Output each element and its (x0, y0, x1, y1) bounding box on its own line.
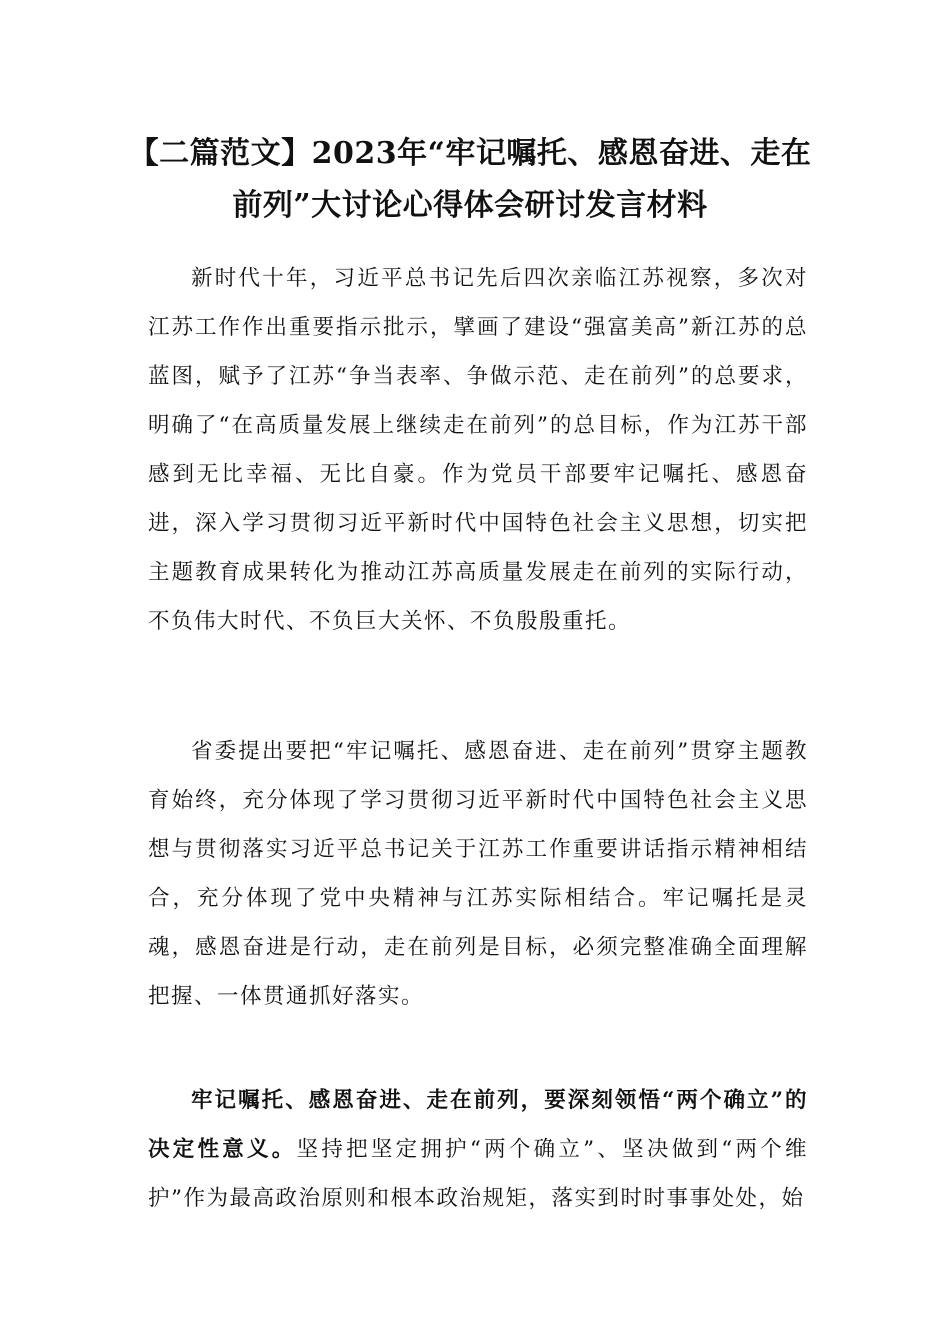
document-title (120, 128, 820, 232)
title-line-2: 前列”大讨论心得体会研讨发言材料 (232, 188, 708, 223)
paragraph-2 (148, 727, 808, 1021)
paragraph-1-text: 新时代十年，习近平总书记先后四次亲临江苏视察，多次对江苏工作作出重要指示批示，擘画了建设“强富美高”新江苏的总蓝图，赋予了江苏“争当表率、争做示范、走在前列”的总要求，明确了“在高质量发展上继续走在前列”的总目标，作为江苏干部感到无比幸福、无比自豪。作为党员干部要牢记嘱托、感恩奋进，深入学习贯彻习近平新时代中国特色社会主义思想，切实把主题教育成果转化为推动江苏高质量发展走在前列的实际行动，不负伟大时代、不负巨大关怀、不负殷殷重托。 (148, 266, 808, 634)
paragraph-2-text: 省委提出要把“牢记嘱托、感恩奋进、走在前列”贯穿主题教育始终，充分体现了学习贯彻习近平新时代中国特色社会主义思想与贯彻落实习近平总书记关于江苏工作重要讲话指示精神相结合，充分体现了党中央精神与江苏实际相结合。牢记嘱托是灵魂，感恩奋进是行动，走在前列是目标，必须完整准确全面理解把握、一体贯通抓好落实。 (148, 739, 808, 1009)
paragraph-1 (148, 254, 808, 646)
title-line-1: 【二篇范文】2023年“牢记嘱托、感恩奋进、走在 (128, 136, 812, 171)
paragraph-3 (148, 1076, 808, 1223)
paragraph-3-bold-lead: 牢记嘱托、感恩奋进、走在前列，要深刻领悟“两个确立”的决定性意义。 (148, 1088, 808, 1162)
paragraph-3-text: 坚持把坚定拥护“两个确立”、坚决做到“两个维护”作为最高政治原则和根本政治规矩，落实到时时事事处处，始 (148, 1137, 808, 1211)
